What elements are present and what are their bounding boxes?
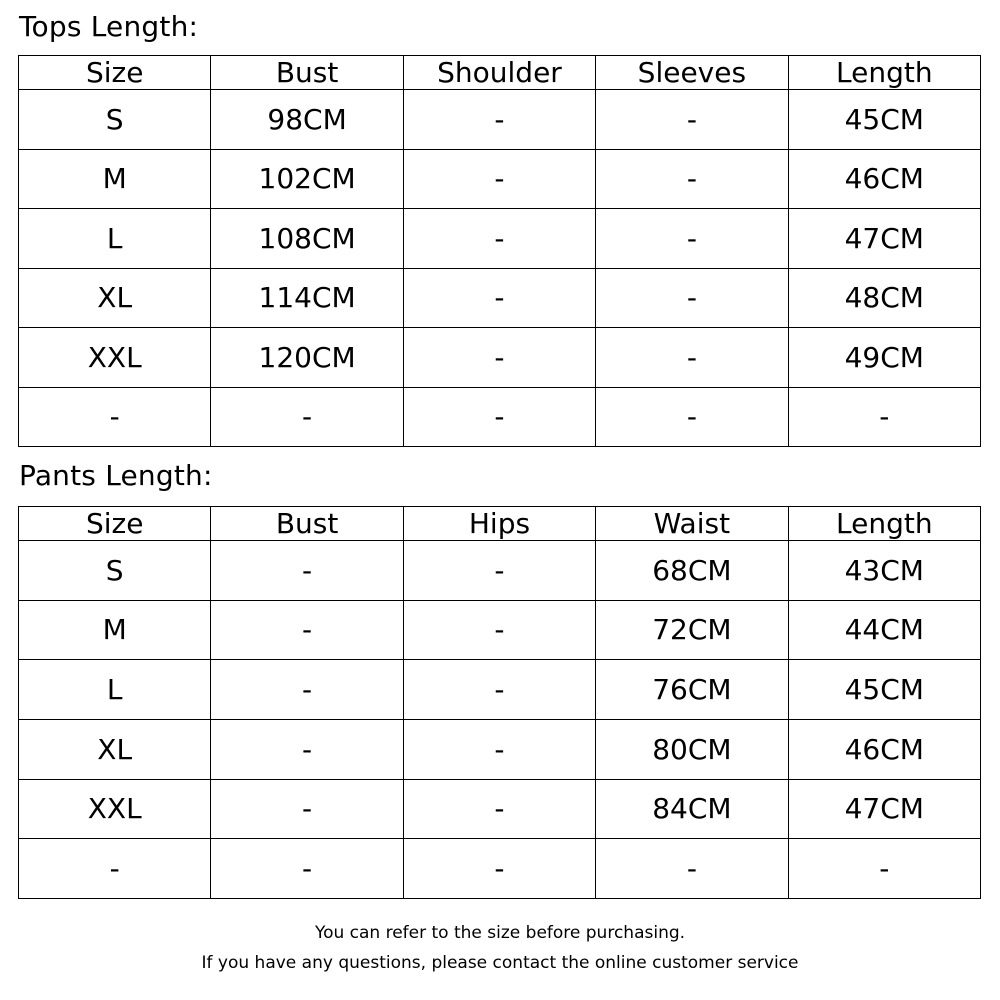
header-bust: Bust xyxy=(211,507,403,541)
cell-bust: - xyxy=(211,779,403,839)
cell-waist: 80CM xyxy=(596,719,788,779)
cell-size: XXL xyxy=(19,328,211,388)
cell-length: 44CM xyxy=(788,600,980,660)
cell-hips: - xyxy=(403,541,595,601)
cell-size: M xyxy=(19,149,211,209)
tops-length-title: Tops Length: xyxy=(19,10,199,43)
cell-sleeves: - xyxy=(596,90,788,150)
header-shoulder: Shoulder xyxy=(403,56,595,90)
cell-size: M xyxy=(19,600,211,660)
cell-bust: 120CM xyxy=(211,328,403,388)
header-hips: Hips xyxy=(403,507,595,541)
cell-sleeves: - xyxy=(596,328,788,388)
cell-bust: - xyxy=(211,719,403,779)
cell-size: XL xyxy=(19,719,211,779)
cell-bust: - xyxy=(211,839,403,899)
cell-waist: 72CM xyxy=(596,600,788,660)
header-waist: Waist xyxy=(596,507,788,541)
cell-size: S xyxy=(19,90,211,150)
table-row xyxy=(19,149,981,209)
cell-length: 47CM xyxy=(788,209,980,269)
cell-length: 43CM xyxy=(788,541,980,601)
cell-length: 48CM xyxy=(788,268,980,328)
header-size: Size xyxy=(19,56,211,90)
table-row xyxy=(19,600,981,660)
footer-note-refer: You can refer to the size before purchasing. xyxy=(314,923,686,943)
tops-size-table xyxy=(18,55,981,447)
table-row xyxy=(19,90,981,150)
cell-shoulder: - xyxy=(403,268,595,328)
cell-length: 45CM xyxy=(788,660,980,720)
cell-bust: - xyxy=(211,541,403,601)
cell-hips: - xyxy=(403,779,595,839)
cell-sleeves: - xyxy=(596,209,788,269)
cell-size: XXL xyxy=(19,779,211,839)
cell-waist: - xyxy=(596,839,788,899)
cell-sleeves: - xyxy=(596,149,788,209)
cell-size: S xyxy=(19,541,211,601)
cell-shoulder: - xyxy=(403,149,595,209)
cell-length: 49CM xyxy=(788,328,980,388)
cell-waist: 68CM xyxy=(596,541,788,601)
cell-sleeves: - xyxy=(596,387,788,447)
cell-length: - xyxy=(788,839,980,899)
cell-length: 46CM xyxy=(788,149,980,209)
cell-size: - xyxy=(19,387,211,447)
cell-bust: - xyxy=(211,600,403,660)
table-row xyxy=(19,779,981,839)
table-header-row xyxy=(19,507,981,541)
footer-note-contact: If you have any questions, please contact the online customer service xyxy=(201,953,799,973)
header-size: Size xyxy=(19,507,211,541)
cell-bust: - xyxy=(211,660,403,720)
cell-bust: 108CM xyxy=(211,209,403,269)
table-row xyxy=(19,839,981,899)
cell-bust: 114CM xyxy=(211,268,403,328)
cell-size: L xyxy=(19,660,211,720)
table-row xyxy=(19,328,981,388)
table-row xyxy=(19,719,981,779)
cell-hips: - xyxy=(403,600,595,660)
table-row xyxy=(19,660,981,720)
cell-hips: - xyxy=(403,839,595,899)
pants-size-table xyxy=(18,506,981,899)
cell-length: 45CM xyxy=(788,90,980,150)
cell-length: 47CM xyxy=(788,779,980,839)
table-header-row xyxy=(19,56,981,90)
cell-length: 46CM xyxy=(788,719,980,779)
cell-bust: - xyxy=(211,387,403,447)
cell-shoulder: - xyxy=(403,209,595,269)
pants-length-title: Pants Length: xyxy=(19,459,213,492)
cell-shoulder: - xyxy=(403,328,595,388)
header-sleeves: Sleeves xyxy=(596,56,788,90)
cell-size: - xyxy=(19,839,211,899)
cell-bust: 102CM xyxy=(211,149,403,209)
cell-sleeves: - xyxy=(596,268,788,328)
cell-size: XL xyxy=(19,268,211,328)
table-row xyxy=(19,387,981,447)
cell-bust: 98CM xyxy=(211,90,403,150)
cell-hips: - xyxy=(403,660,595,720)
table-row xyxy=(19,268,981,328)
cell-hips: - xyxy=(403,719,595,779)
header-length: Length xyxy=(788,507,980,541)
cell-length: - xyxy=(788,387,980,447)
table-row xyxy=(19,541,981,601)
cell-shoulder: - xyxy=(403,387,595,447)
cell-shoulder: - xyxy=(403,90,595,150)
cell-waist: 84CM xyxy=(596,779,788,839)
table-row xyxy=(19,209,981,269)
header-bust: Bust xyxy=(211,56,403,90)
cell-size: L xyxy=(19,209,211,269)
cell-waist: 76CM xyxy=(596,660,788,720)
header-length: Length xyxy=(788,56,980,90)
